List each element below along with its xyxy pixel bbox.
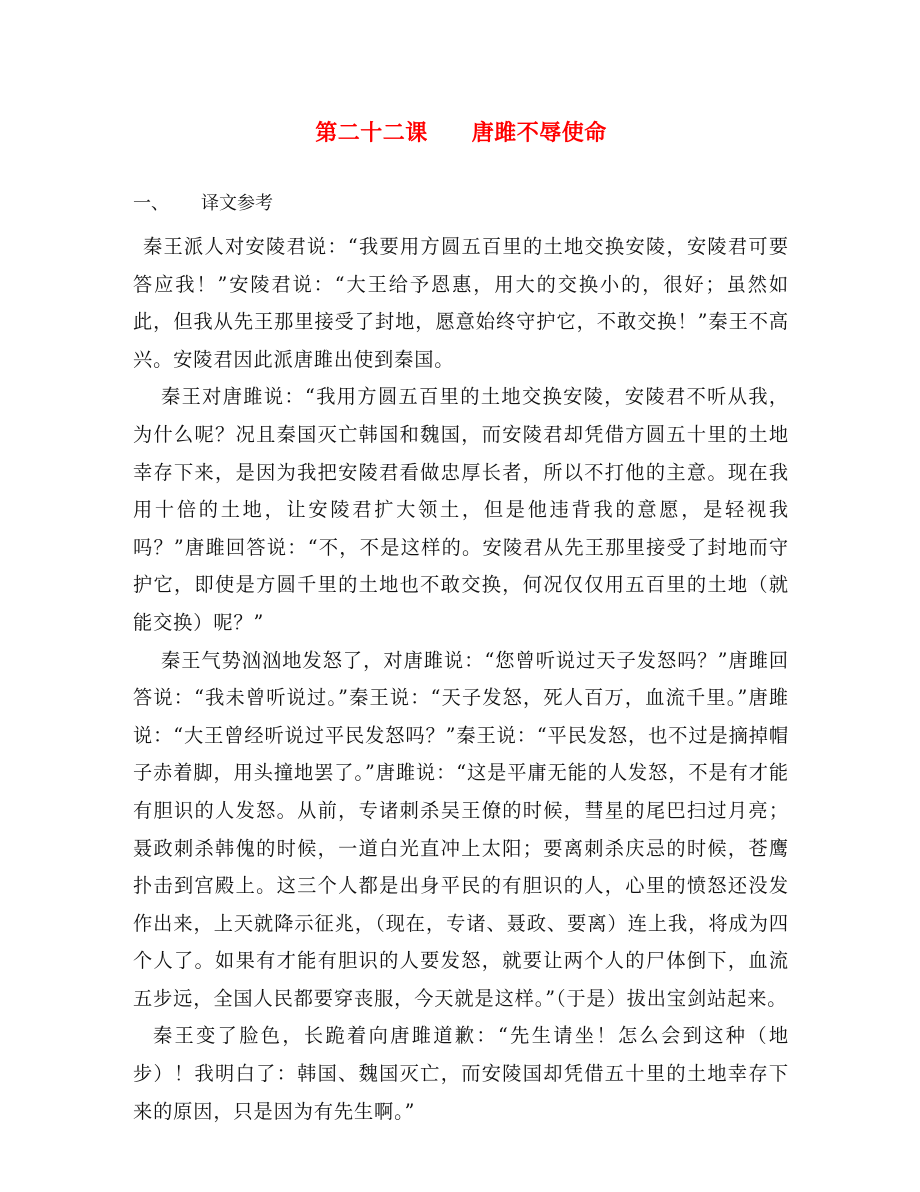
paragraph-1: 秦王派人对安陵君说：“我要用方圆五百里的土地交换安陵，安陵君可要答应我！”安陵君说：“大王给予恩惠，用大的交换小的，很好；虽然如此，但我从先王那里接受了封地，愿意始终守护它，不敢交换！”秦王不高兴。安陵君因此派唐雎出使到秦国。 (133, 235, 789, 371)
paragraph-4: 秦王变了脸色，长跪着向唐雎道歉：“先生请坐！怎么会到这种（地步）！我明白了：韩国、魏国灭亡，而安陵国却凭借五十里的土地幸存下来的原因，只是因为有先生啊。” (133, 1024, 789, 1123)
paragraph-2: 秦王对唐雎说：“我用方圆五百里的土地交换安陵，安陵君不听从我，为什么呢？况且秦国灭亡韩国和魏国，而安陵君却凭借方圆五十里的土地幸存下来，是因为我把安陵君看做忠厚长者，所以不打他的主意。现在我用十倍的土地，让安陵君扩大领土，但是他违背我的意愿，是轻视我吗？”唐雎回答说：“不，不是这样的。安陵君从先王那里接受了封地而守护它，即使是方圆千里的土地也不敢交换，何况仅仅用五百里的土地（就能交换）呢？” (133, 385, 789, 634)
section-title: 译文参考 (201, 193, 273, 214)
lesson-name: 唐雎不辱使命 (471, 120, 607, 146)
lesson-number: 第二十二课 (315, 120, 428, 146)
paragraph-3: 秦王气势汹汹地发怒了，对唐雎说：“您曾听说过天子发怒吗？”唐雎回答说：“我未曾听说过。”秦王说：“天子发怒，死人百万，血流千里。”唐雎说：“大王曾经听说过平民发怒吗？”秦王说：“平民发怒，也不过是摘掉帽子赤着脚，用头撞地罢了。”唐雎说：“这是平庸无能的人发怒，不是有才能有胆识的人发怒。从前，专诸刺杀吴王僚的时候，彗星的尾巴扫过月亮；聂政刺杀韩傀的时候，一道白光直冲上太阳；要离刺杀庆忌的时候，苍鹰扑击到宫殿上。这三个人都是出身平民的有胆识的人，心里的愤怒还没发作出来，上天就降示征兆，（现在，专诸、聂政、要离）连上我，将成为四个人了。如果有才能有胆识的人要发怒，就要让两个人的尸体倒下，血流五步远，全国人民都要穿丧服，今天就是这样。”（于是）拔出宝剑站起来。 (133, 648, 789, 1010)
section-number: 一、 (133, 193, 169, 214)
lesson-title (133, 119, 789, 147)
translation-body (133, 228, 789, 1130)
section-heading (133, 192, 273, 216)
